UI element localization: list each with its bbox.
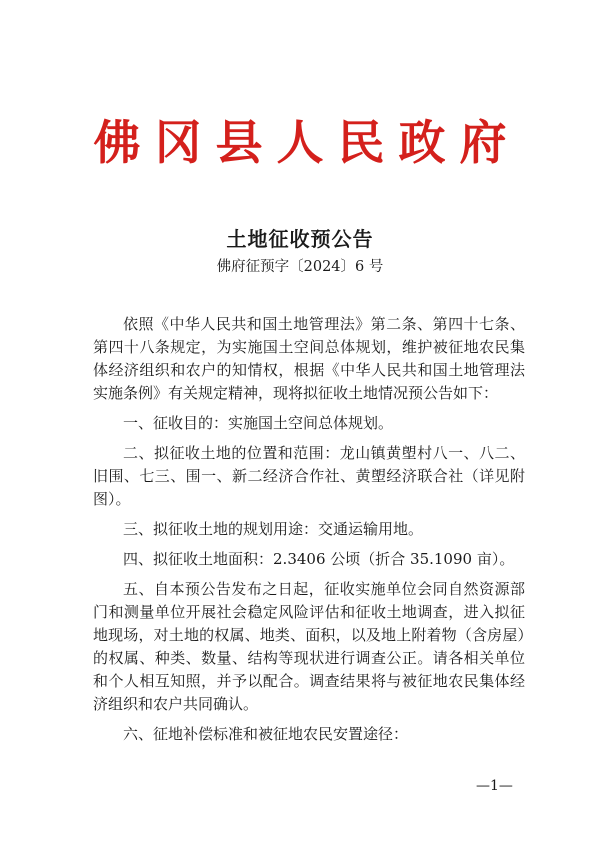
paragraph-area: 四、拟征收土地面积：2.3406 公顷（折合 35.1090 亩）。: [123, 550, 515, 568]
paragraph-survey: 五、自本预公告发布之日起，征收实施单位会同自然资源部门和测量单位开展社会稳定风险评估和征收土地调查，进入拟征地现场，对土地的权属、地类、面积，以及地上附着物（含房屋）的权属、种类、数量、结构等现状进行调查公正。请各相关单位和个人相互知照，并予以配合。调查结果将与被征地农民集体经济组织和农户共同确认。: [93, 580, 525, 713]
notice-title: 土地征收预公告: [226, 227, 374, 251]
paragraph-land-use: 三、拟征收土地的规划用途：交通运输用地。: [123, 520, 424, 538]
document-number: 佛府征预字〔2024〕6 号: [216, 259, 384, 275]
paragraph-purpose: 一、征收目的：实施国土空间总体规划。: [123, 414, 394, 432]
government-header: 佛冈县人民政府: [93, 116, 521, 171]
paragraph-location: 二、拟征收土地的位置和范围：龙山镇黄塱村八一、八二、旧围、七三、围一、新二经济合作社、黄塱经济联合社（详见附图）。: [93, 444, 525, 508]
page-number: —1—: [476, 778, 513, 794]
notice-body: [93, 313, 525, 753]
paragraph-intro: 依照《中华人民共和国土地管理法》第二条、第四十七条、第四十八条规定，为实施国土空间总体规划，维护被征地农民集体经济组织和农户的知情权，根据《中华人民共和国土地管理法实施条例》有关规定精神，现将拟征收土地情况预公告如下：: [93, 315, 525, 402]
paragraph-compensation: 六、征地补偿标准和被征地农民安置途径：: [123, 725, 409, 743]
